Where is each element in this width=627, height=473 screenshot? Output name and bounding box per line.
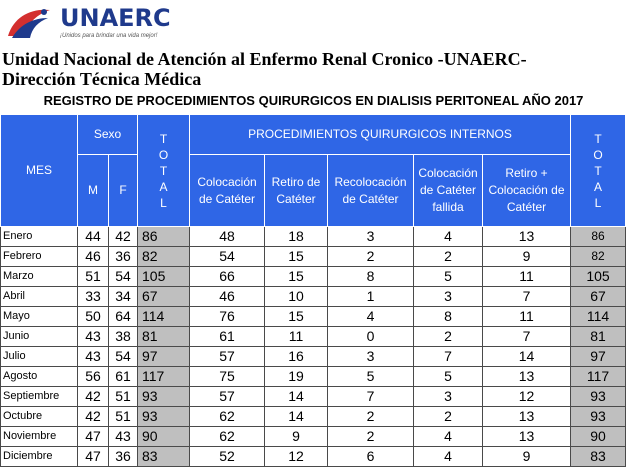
colocacion-cell: 62 — [190, 427, 265, 447]
col-procedimientos: PROCEDIMIENTOS QUIRURGICOS INTERNOS — [190, 115, 571, 155]
fallida-cell: 2 — [414, 247, 483, 267]
retiro-cell: 12 — [265, 447, 328, 467]
month-cell: Agosto — [1, 367, 78, 387]
table-row — [1, 407, 626, 427]
total-cell: 83 — [138, 447, 190, 467]
brand-tagline: ¡Unidos para brindar una vida mejor! — [60, 33, 158, 39]
male-cell: 33 — [78, 287, 109, 307]
total-2-cell: 117 — [571, 367, 626, 387]
female-cell: 42 — [109, 227, 138, 247]
retiro-cell: 9 — [265, 427, 328, 447]
total-2-cell: 93 — [571, 407, 626, 427]
total-2-cell: 97 — [571, 347, 626, 367]
table-body — [1, 227, 626, 467]
retiro-colocacion-cell: 14 — [483, 347, 571, 367]
total-2-cell: 81 — [571, 327, 626, 347]
retiro-cell: 15 — [265, 267, 328, 287]
total-cell: 90 — [138, 427, 190, 447]
month-cell: Noviembre — [1, 427, 78, 447]
fallida-cell: 5 — [414, 367, 483, 387]
org-line-2: Dirección Técnica Médica — [2, 69, 202, 89]
male-cell: 43 — [78, 347, 109, 367]
male-cell: 42 — [78, 407, 109, 427]
total-cell: 105 — [138, 267, 190, 287]
col-total — [138, 115, 190, 227]
col-colocacion: Colocación de Catéter — [190, 155, 265, 227]
month-cell: Octubre — [1, 407, 78, 427]
total-2-cell: 90 — [571, 427, 626, 447]
col-fallida: Colocación de Catéter fallida — [414, 155, 483, 227]
fallida-cell: 7 — [414, 347, 483, 367]
fallida-cell: 3 — [414, 287, 483, 307]
total-2-cell: 93 — [571, 387, 626, 407]
col-m: M — [78, 155, 109, 227]
recolocacion-cell: 2 — [328, 247, 414, 267]
male-cell: 50 — [78, 307, 109, 327]
brand-name: UNAERC — [60, 4, 171, 32]
total-2-cell: 83 — [571, 447, 626, 467]
month-cell: Julio — [1, 347, 78, 367]
month-cell: Febrero — [1, 247, 78, 267]
female-cell: 34 — [109, 287, 138, 307]
male-cell: 44 — [78, 227, 109, 247]
total-cell: 93 — [138, 407, 190, 427]
female-cell: 51 — [109, 407, 138, 427]
retiro-colocacion-cell: 11 — [483, 307, 571, 327]
organization-title — [2, 49, 527, 89]
male-cell: 47 — [78, 427, 109, 447]
retiro-cell: 16 — [265, 347, 328, 367]
fallida-cell: 3 — [414, 387, 483, 407]
col-retiro-colocacion: Retiro + Colocación de Catéter — [483, 155, 571, 227]
retiro-colocacion-cell: 7 — [483, 327, 571, 347]
col-mes: MES — [1, 115, 78, 227]
table-row — [1, 347, 626, 367]
col-retiro: Retiro de Catéter — [265, 155, 328, 227]
retiro-colocacion-cell: 7 — [483, 287, 571, 307]
retiro-colocacion-cell: 13 — [483, 427, 571, 447]
recolocacion-cell: 0 — [328, 327, 414, 347]
retiro-cell: 11 — [265, 327, 328, 347]
fallida-cell: 4 — [414, 227, 483, 247]
male-cell: 43 — [78, 327, 109, 347]
unaerc-logo — [0, 0, 171, 48]
colocacion-cell: 54 — [190, 247, 265, 267]
colocacion-cell: 76 — [190, 307, 265, 327]
month-cell: Septiembre — [1, 387, 78, 407]
table-row — [1, 367, 626, 387]
month-cell: Marzo — [1, 267, 78, 287]
retiro-cell: 15 — [265, 307, 328, 327]
total-cell: 97 — [138, 347, 190, 367]
female-cell: 36 — [109, 447, 138, 467]
colocacion-cell: 52 — [190, 447, 265, 467]
recolocacion-cell: 3 — [328, 227, 414, 247]
kidney-logo-icon — [4, 6, 54, 42]
recolocacion-cell: 4 — [328, 307, 414, 327]
recolocacion-cell: 6 — [328, 447, 414, 467]
org-line-1: Unidad Nacional de Atención al Enfermo Renal Cronico -UNAERC- — [2, 49, 527, 69]
report-title: REGISTRO DE PROCEDIMIENTOS QUIRURGICOS EN DIALISIS PERITONEAL AÑO 2017 — [43, 93, 584, 108]
total-cell: 93 — [138, 387, 190, 407]
procedures-table — [0, 114, 626, 467]
fallida-cell: 5 — [414, 267, 483, 287]
col-total-2 — [571, 115, 626, 227]
retiro-cell: 15 — [265, 247, 328, 267]
colocacion-cell: 75 — [190, 367, 265, 387]
retiro-cell: 14 — [265, 407, 328, 427]
total-cell: 67 — [138, 287, 190, 307]
recolocacion-cell: 2 — [328, 427, 414, 447]
female-cell: 54 — [109, 267, 138, 287]
female-cell: 54 — [109, 347, 138, 367]
colocacion-cell: 46 — [190, 287, 265, 307]
colocacion-cell: 66 — [190, 267, 265, 287]
retiro-cell: 10 — [265, 287, 328, 307]
table-row — [1, 247, 626, 267]
fallida-cell: 4 — [414, 427, 483, 447]
month-cell: Enero — [1, 227, 78, 247]
total-2-cell: 82 — [571, 247, 626, 267]
retiro-colocacion-cell: 9 — [483, 247, 571, 267]
female-cell: 51 — [109, 387, 138, 407]
total-2-cell: 105 — [571, 267, 626, 287]
colocacion-cell: 61 — [190, 327, 265, 347]
table-row — [1, 327, 626, 347]
male-cell: 46 — [78, 247, 109, 267]
table-row — [1, 307, 626, 327]
male-cell: 42 — [78, 387, 109, 407]
recolocacion-cell: 7 — [328, 387, 414, 407]
retiro-cell: 18 — [265, 227, 328, 247]
table-header — [1, 115, 626, 227]
month-cell: Abril — [1, 287, 78, 307]
recolocacion-cell: 1 — [328, 287, 414, 307]
col-sexo: Sexo — [78, 115, 138, 155]
month-cell: Mayo — [1, 307, 78, 327]
col-total-label: T O T A L — [158, 131, 169, 210]
retiro-colocacion-cell: 12 — [483, 387, 571, 407]
recolocacion-cell: 3 — [328, 347, 414, 367]
fallida-cell: 2 — [414, 327, 483, 347]
total-cell: 82 — [138, 247, 190, 267]
female-cell: 61 — [109, 367, 138, 387]
col-total-2-label: T O T A L — [593, 131, 603, 210]
table-row — [1, 387, 626, 407]
retiro-colocacion-cell: 13 — [483, 367, 571, 387]
male-cell: 51 — [78, 267, 109, 287]
recolocacion-cell: 8 — [328, 267, 414, 287]
fallida-cell: 2 — [414, 407, 483, 427]
retiro-cell: 14 — [265, 387, 328, 407]
col-f: F — [109, 155, 138, 227]
retiro-cell: 19 — [265, 367, 328, 387]
colocacion-cell: 57 — [190, 387, 265, 407]
recolocacion-cell: 5 — [328, 367, 414, 387]
month-cell: Junio — [1, 327, 78, 347]
month-cell: Diciembre — [1, 447, 78, 467]
male-cell: 47 — [78, 447, 109, 467]
total-cell: 117 — [138, 367, 190, 387]
retiro-colocacion-cell: 9 — [483, 447, 571, 467]
table-row — [1, 447, 626, 467]
retiro-colocacion-cell: 13 — [483, 407, 571, 427]
female-cell: 36 — [109, 247, 138, 267]
recolocacion-cell: 2 — [328, 407, 414, 427]
table-row — [1, 427, 626, 447]
female-cell: 43 — [109, 427, 138, 447]
female-cell: 64 — [109, 307, 138, 327]
male-cell: 56 — [78, 367, 109, 387]
fallida-cell: 4 — [414, 447, 483, 467]
table-row — [1, 287, 626, 307]
table-row — [1, 267, 626, 287]
colocacion-cell: 57 — [190, 347, 265, 367]
retiro-colocacion-cell: 11 — [483, 267, 571, 287]
total-2-cell: 114 — [571, 307, 626, 327]
total-cell: 81 — [138, 327, 190, 347]
colocacion-cell: 48 — [190, 227, 265, 247]
fallida-cell: 8 — [414, 307, 483, 327]
total-cell: 114 — [138, 307, 190, 327]
table-row — [1, 227, 626, 247]
colocacion-cell: 62 — [190, 407, 265, 427]
retiro-colocacion-cell: 13 — [483, 227, 571, 247]
total-2-cell: 86 — [571, 227, 626, 247]
col-recolocacion: Recolocación de Catéter — [328, 155, 414, 227]
total-cell: 86 — [138, 227, 190, 247]
total-2-cell: 67 — [571, 287, 626, 307]
female-cell: 38 — [109, 327, 138, 347]
